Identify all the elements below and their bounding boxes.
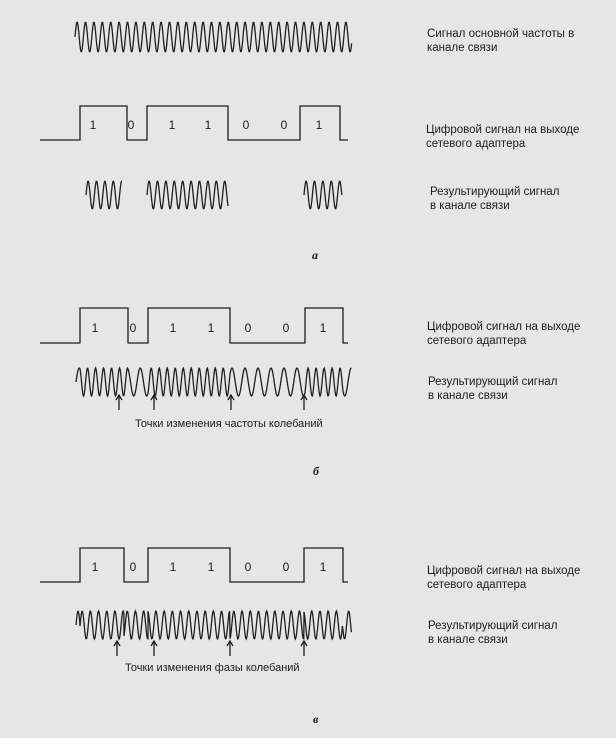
bit-label: 1 [89, 118, 97, 132]
bit-label: 0 [282, 321, 290, 335]
digital-signal-label: Цифровой сигнал на выходе сетевого адаптера [427, 321, 581, 347]
caption-a: а [312, 248, 318, 262]
bit-label: 0 [129, 560, 137, 574]
bit-label: 0 [129, 321, 137, 335]
caption-c: в [313, 712, 319, 726]
bit-label: 1 [91, 321, 99, 335]
bit-label: 0 [242, 118, 250, 132]
bit-label: 1 [319, 560, 327, 574]
bit-label: 0 [244, 560, 252, 574]
frequency-change-note: Точки изменения частоты колебаний [135, 418, 323, 430]
bit-label: 0 [280, 118, 288, 132]
bit-label: 1 [168, 118, 176, 132]
bit-label: 1 [169, 321, 177, 335]
bit-label: 1 [169, 560, 177, 574]
bit-label: 0 [282, 560, 290, 574]
bit-label: 1 [315, 118, 323, 132]
bit-label: 1 [207, 560, 215, 574]
carrier-label: Сигнал основной частоты в канале связи [427, 28, 575, 54]
phase-change-note: Точки изменения фазы колебаний [125, 662, 300, 674]
bit-label: 0 [127, 118, 135, 132]
bit-label: 1 [207, 321, 215, 335]
bit-label: 1 [319, 321, 327, 335]
caption-b: б [313, 464, 319, 478]
digital-signal-label: Цифровой сигнал на выходе сетевого адаптера [427, 565, 581, 591]
bit-label: 1 [91, 560, 99, 574]
bit-label: 0 [244, 321, 252, 335]
result-signal-label: Результирующий сигнал в канале связи [430, 186, 560, 212]
result-signal-label: Результирующий сигнал в канале связи [428, 620, 558, 646]
bit-label: 1 [204, 118, 212, 132]
result-signal-label: Результирующий сигнал в канале связи [428, 376, 558, 402]
digital-signal-label: Цифровой сигнал на выходе сетевого адаптера [426, 124, 580, 150]
